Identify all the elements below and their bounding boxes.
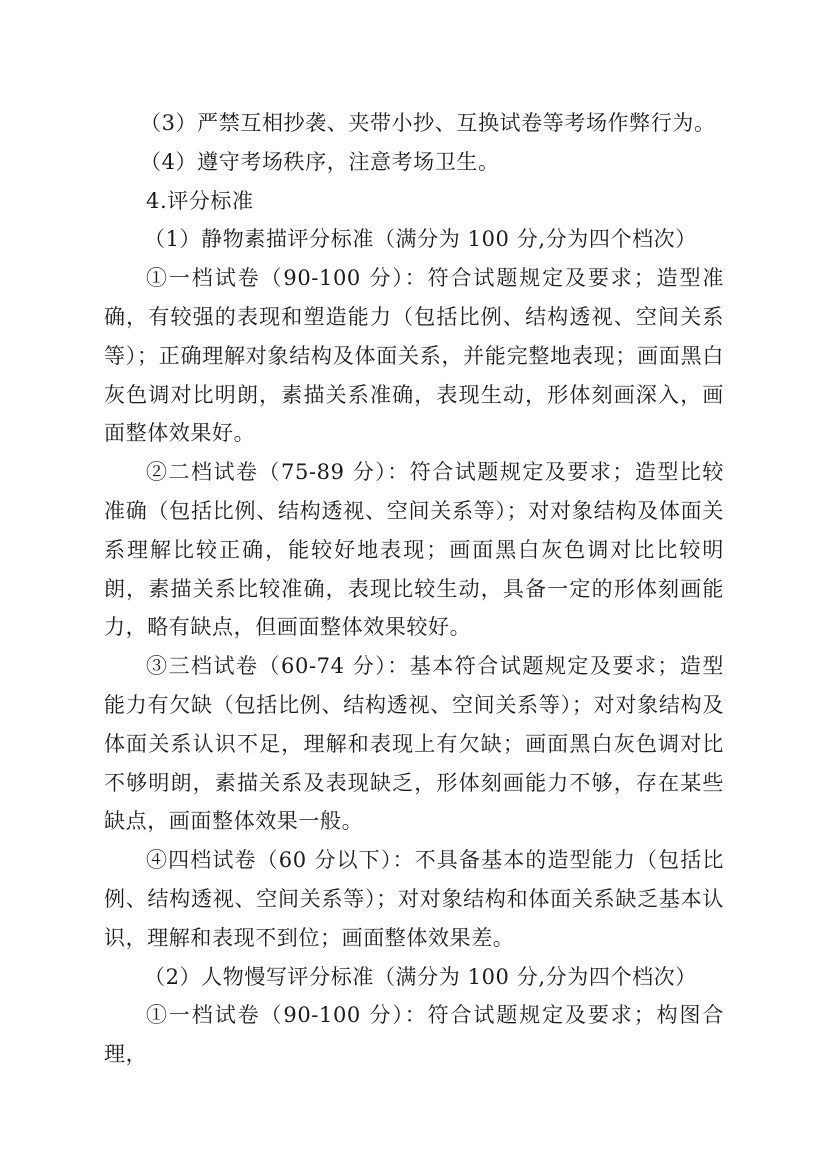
- still-life-grade-4: ④四档试卷（60 分以下）：不具备基本的造型能力（包括比例、结构透视、空间关系等）；对对象结构和体面关系缺乏基本认识，理解和表现不到位；画面整体效果差。: [104, 848, 724, 950]
- subsection-figure-sketch: （2）人物慢写评分标准（满分为 100 分,分为四个档次）: [144, 964, 697, 989]
- rule-item-3: （3）严禁互相抄袭、夹带小抄、互换试卷等考场作弊行为。: [140, 111, 716, 135]
- still-life-grade-3: ③三档试卷（60-74 分）：基本符合试题规定及要求；造型能力有欠缺（包括比例、结构透视、空间关系等）；对对象结构及体面关系认识不足，理解和表现上有欠缺；画面黑白灰色调对比不够明朗，素描关系及表现缺乏，形体刻画能力不够，存在某些缺点，画面整体效果一般。: [104, 654, 724, 834]
- subsection-still-life: （1）静物素描评分标准（满分为 100 分,分为四个档次）: [144, 227, 697, 252]
- rule-item-4: （4）遵守考场秩序，注意考场卫生。: [140, 149, 500, 174]
- still-life-grade-1: ①一档试卷（90-100 分）：符合试题规定及要求；造型准确，有较强的表现和塑造能力（包括比例、结构透视、空间关系等）；正确理解对象结构及体面关系，并能完整地表现；画面黑白灰色调对比明朗，素描关系准确，表现生动，形体刻画深入，画面整体效果好。: [104, 266, 724, 446]
- section-heading-scoring: 4.评分标准: [146, 188, 254, 213]
- document-body: [104, 104, 724, 1074]
- figure-sketch-grade-1: ①一档试卷（90-100 分）：符合试题规定及要求；构图合理，: [104, 1003, 724, 1067]
- still-life-grade-2: ②二档试卷（75-89 分）：符合试题规定及要求；造型比较准确（包括比例、结构透视、空间关系等）；对对象结构及体面关系理解比较正确，能较好地表现；画面黑白灰色调对比比较明朗，素描关系比较准确，表现比较生动，具备一定的形体刻画能力，略有缺点，但画面整体效果较好。: [104, 460, 724, 640]
